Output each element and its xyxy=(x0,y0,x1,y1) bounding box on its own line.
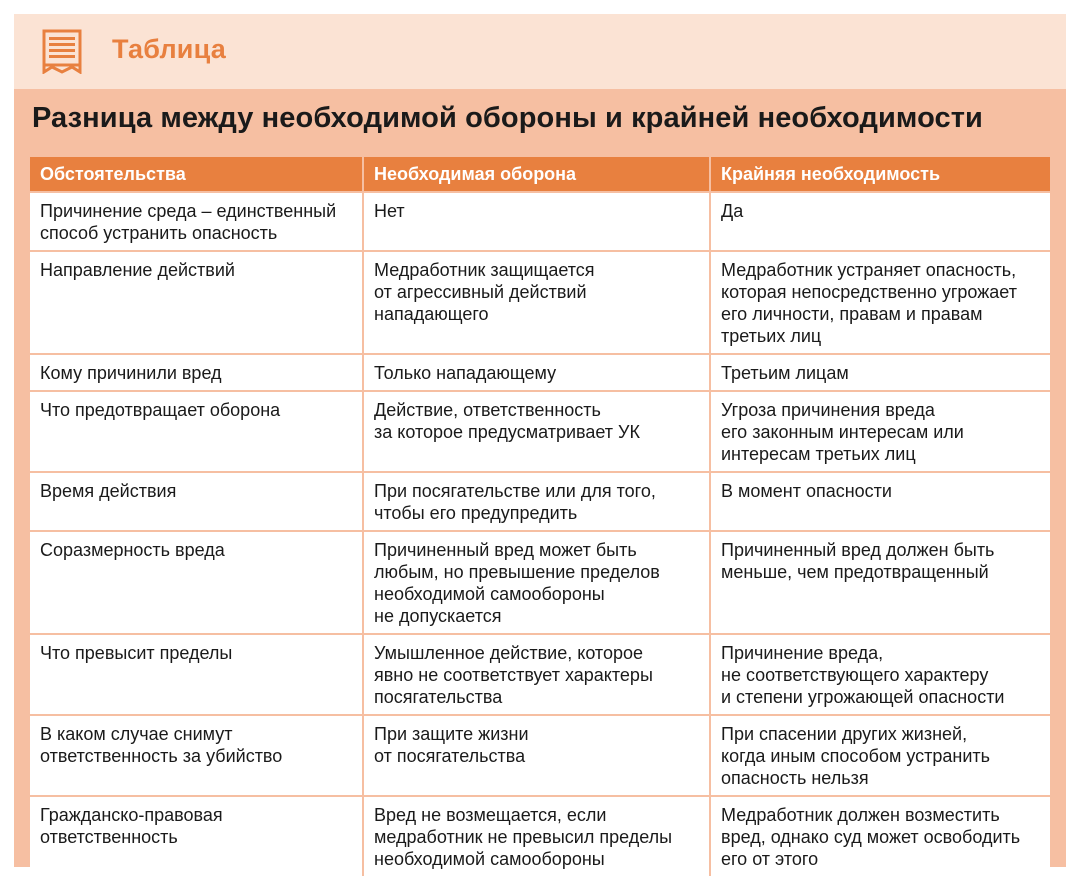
table-cell: Только нападающему xyxy=(363,354,710,391)
table-row xyxy=(30,715,1050,796)
comparison-table xyxy=(30,157,1050,876)
table-cell: Вред не возмещается, если медработник не превысил пределы необходимой самообороны xyxy=(363,796,710,876)
table-row xyxy=(30,472,1050,531)
table-cell: Что превысит пределы xyxy=(30,634,363,715)
table-cell: В момент опасности xyxy=(710,472,1050,531)
column-header: Крайняя необходимость xyxy=(710,157,1050,192)
table-row xyxy=(30,634,1050,715)
table-cell: Причинение среда – единственный способ устранить опасность xyxy=(30,192,363,251)
table-row xyxy=(30,354,1050,391)
table-cell: Медработник устраняет опасность, которая непосредственно угрожает его личности, правам и правам третьих лиц xyxy=(710,251,1050,354)
card-header xyxy=(14,14,1066,89)
table-cell: Действие, ответственность за которое предусматривает УК xyxy=(363,391,710,472)
table-cell: Нет xyxy=(363,192,710,251)
table-cell: При посягательстве или для того, чтобы его предупредить xyxy=(363,472,710,531)
table-cell: Гражданско-правовая ответственность xyxy=(30,796,363,876)
table-row xyxy=(30,796,1050,876)
table-cell: Причиненный вред может быть любым, но превышение пределов необходимой самообороны не допускается xyxy=(363,531,710,634)
table-cell: Причинение вреда, не соответствующего характеру и степени угрожающей опасности xyxy=(710,634,1050,715)
table-card xyxy=(14,14,1066,867)
table-cell: При защите жизни от посягательства xyxy=(363,715,710,796)
table-cell: Соразмерность вреда xyxy=(30,531,363,634)
table-cell: Время действия xyxy=(30,472,363,531)
table-cell: Что предотвращает оборона xyxy=(30,391,363,472)
table-cell: Медработник защищается от агрессивный действий нападающего xyxy=(363,251,710,354)
table-cell: Умышленное действие, которое явно не соответствует характеры посягательства xyxy=(363,634,710,715)
table-cell: Медработник должен возместить вред, однако суд может освободить его от этого xyxy=(710,796,1050,876)
header-label: Таблица xyxy=(112,34,226,64)
table-cell: Кому причинили вред xyxy=(30,354,363,391)
table-row xyxy=(30,192,1050,251)
table-cell: Да xyxy=(710,192,1050,251)
table-row xyxy=(30,391,1050,472)
table-cell: Причиненный вред должен быть меньше, чем предотвращенный xyxy=(710,531,1050,634)
table-cell: В каком случае снимут ответственность за убийство xyxy=(30,715,363,796)
table-cell: При спасении других жизней, когда иным способом устранить опасность нельзя xyxy=(710,715,1050,796)
page-title: Разница между необходимой обороны и крайней необходимости xyxy=(32,102,983,134)
document-icon xyxy=(42,29,82,74)
table-header-row xyxy=(30,157,1050,192)
table-cell: Направление действий xyxy=(30,251,363,354)
table-cell: Третьим лицам xyxy=(710,354,1050,391)
table-row xyxy=(30,251,1050,354)
column-header: Необходимая оборона xyxy=(363,157,710,192)
table-cell: Угроза причинения вреда его законным интересам или интересам третьих лиц xyxy=(710,391,1050,472)
column-header: Обстоятельства xyxy=(30,157,363,192)
table-row xyxy=(30,531,1050,634)
